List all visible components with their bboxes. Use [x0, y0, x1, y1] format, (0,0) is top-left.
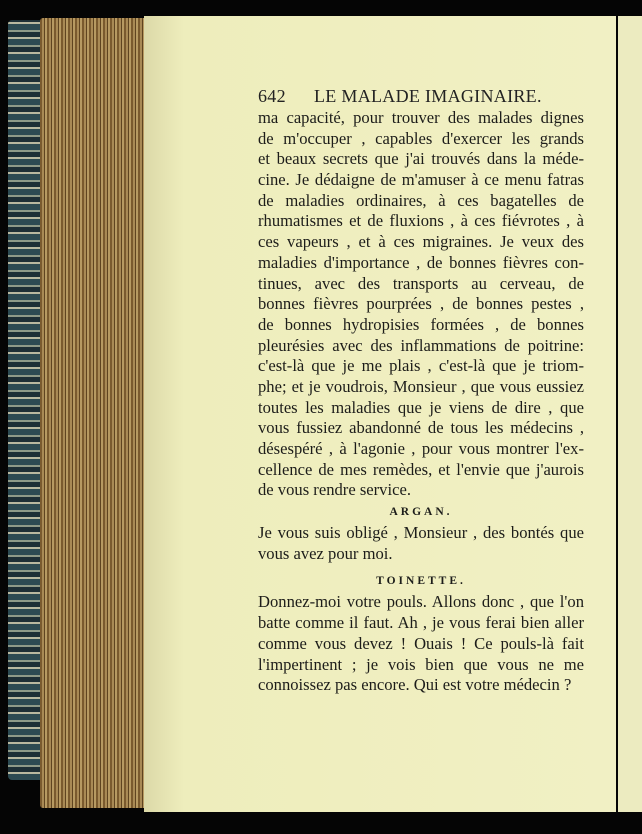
text-line: Je vous suis obligé , Monsieur , des bontés que	[258, 523, 584, 543]
text-line: maladies d'importance , de bonnes fièvres con-	[258, 252, 584, 272]
facing-page	[618, 16, 642, 812]
text-line: et beaux secrets que j'ai trouvés dans la méde-	[258, 149, 584, 169]
text-line: désespéré , à l'agonie , pour vous montrer l'ex-	[258, 439, 584, 458]
text-line: toutes les maladies que je viens de dire , que	[258, 397, 584, 417]
text-line: ces vapeurs , et à ces migraines. Je veux des	[258, 232, 584, 252]
text-line: l'impertinent ; je vois bien que vous ne me	[258, 654, 584, 674]
text-line: tinues, avec des transports au cerveau, de	[258, 273, 584, 293]
text-line: vous fussiez abandonné de tous les médecins ,	[258, 418, 584, 438]
text-line: de bonnes hydropisies formées , de bonnes	[258, 314, 584, 334]
page-text	[258, 108, 584, 696]
text-line: rhumatismes et de fluxions , à ces fiévrotes , à	[258, 211, 584, 231]
speaker-name: ARGAN.	[389, 506, 453, 519]
text-line: cine. Je dédaigne de m'amuser à ce menu fatras	[258, 170, 584, 190]
book-spine	[8, 20, 44, 780]
text-line: phe; et je voudrois, Monsieur , que vous eussiez	[258, 376, 584, 396]
speaker-name: TOINETTE.	[376, 575, 466, 588]
text-line: comme vous devez ! Ouais ! Ce pouls-là fait	[258, 633, 584, 653]
text-line: Donnez-moi votre pouls. Allons donc , que l'on	[258, 592, 584, 612]
text-line: ma capacité, pour trouver des malades dignes	[258, 108, 584, 127]
text-line: bonnes fièvres pourprées , de bonnes pestes ,	[258, 294, 584, 314]
text-line: connoissez pas encore. Qui est votre médecin ?	[258, 675, 572, 695]
text-line: batte comme il faut. Ah , je vous ferai bien aller	[258, 613, 584, 633]
text-line: cellence de mes remèdes, et l'envie que j'aurois	[258, 459, 584, 479]
running-title: LE MALADE IMAGINAIRE.	[314, 86, 542, 106]
text-line: de m'occuper , capables d'exercer les grands	[258, 128, 584, 148]
page-number: 642	[258, 86, 286, 106]
text-line: c'est-là que je me plais , c'est-là que je triom-	[258, 356, 584, 376]
text-line: pleurésies avec des inflammations de poitrine:	[258, 335, 584, 355]
text-line: de vous rendre service.	[258, 480, 411, 500]
text-line: vous avez pour moi.	[258, 543, 393, 563]
page-edges	[40, 18, 148, 808]
text-line: de maladies ordinaires, à ces bagatelles de	[258, 190, 584, 210]
